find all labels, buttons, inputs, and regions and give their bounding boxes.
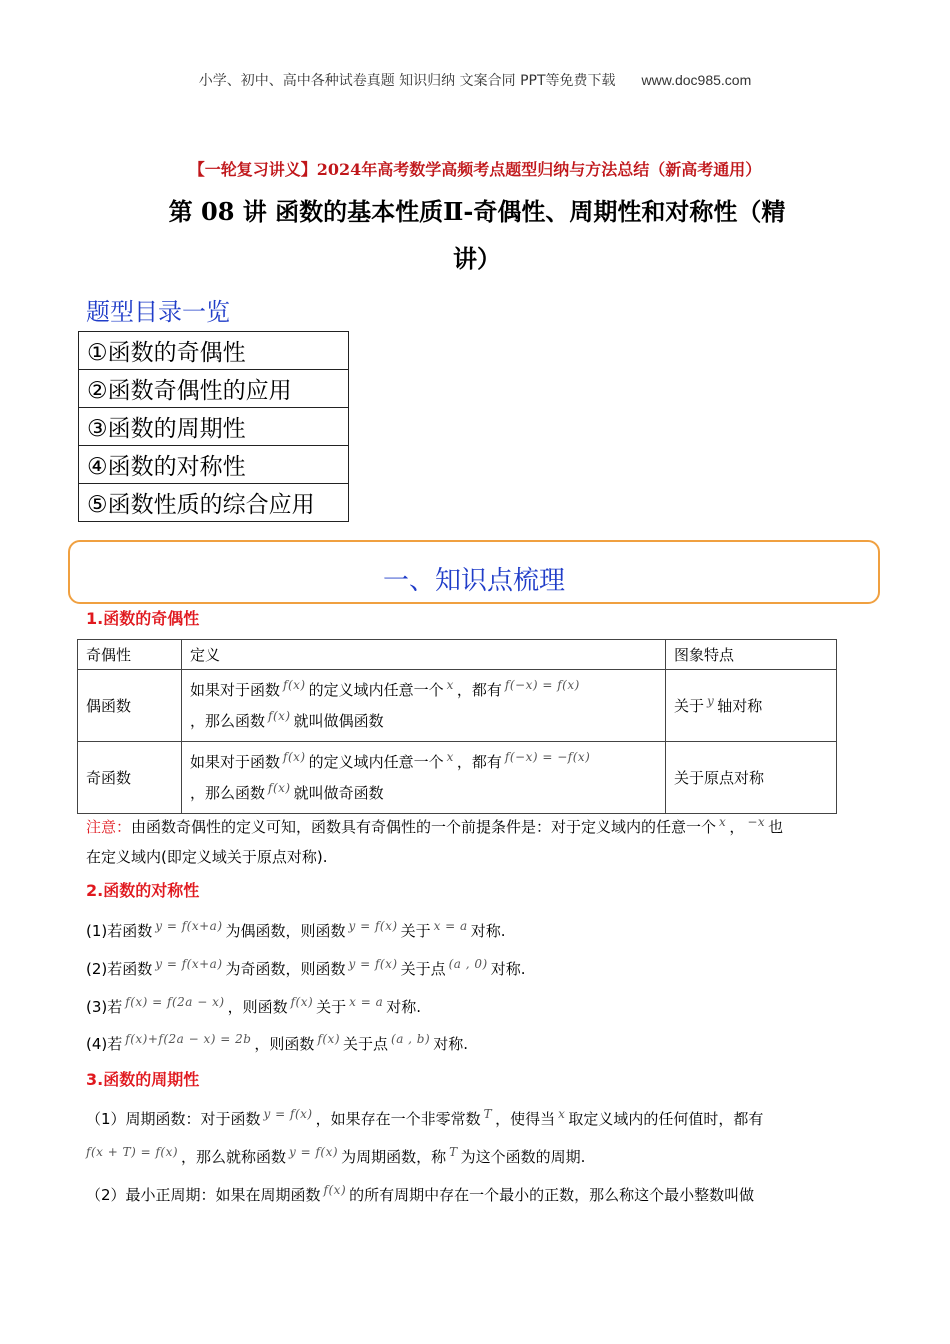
symmetry-rule: (1)若函数 $^{y = f(x+a)}$ 为偶函数，则函数 $^{y = f(x)}$ 关于 $^{x = a}$ 对称. [86,919,506,940]
table-header: 图象特点 [666,640,837,670]
math: f(x) [283,749,306,764]
definition-cell: 如果对于函数 $^{f(x)}$ 的定义域内任意一个 $^x$ ，都有 $^{f(-x) = -f(x)}$ ，那么函数 $^{f(x)}$ 就叫做奇函数 [182,742,666,814]
period-paragraph: （1）周期函数：对于函数 $^{y = f(x)}$ ，如果存在一个非零常数 $^T$ ，使得当 $^x$ 取定义域内的任何值时，都有 [86,1107,764,1128]
math: f(x) [268,708,291,723]
section-title-period: 3.函数的周期性 [86,1070,200,1089]
note-line-1: 注意：由函数奇偶性的定义可知，函数具有奇偶性的一个前提条件是：对于定义域内的任意一个 $^x$ ， $^{-x}$ 也 [86,815,784,836]
page-header [0,70,950,90]
toc-item: ⑤函数性质的综合应用 [79,484,349,522]
note-line-2: 在定义域内(即定义域关于原点对称). [86,848,328,866]
definition-cell: 如果对于函数 $^{f(x)}$ 的定义域内任意一个 $^x$ ，都有 $^{f(-x) = f(x)}$ ，那么函数 $^{f(x)}$ 就叫做偶函数 [182,670,666,742]
math: x [719,815,727,829]
symmetry-rule: (4)若 $^{f(x)+f(2a - x) = 2b}$ ，则函数 $^{f(x)}$ 关于点 $^{(a , b)}$ 对称. [86,1032,468,1053]
table-row [78,742,837,814]
title-line-2: 讲） [453,244,501,273]
math: x [446,749,454,764]
toc-item: ③函数的周期性 [79,408,349,446]
math: f(x) [268,780,291,795]
symmetry-rule: (2)若函数 $^{y = f(x+a)}$ 为奇函数，则函数 $^{y = f(x)}$ 关于点 $^{(a , 0)}$ 对称. [86,957,526,978]
title-line-1: 第 08 讲 函数的基本性质Ⅱ-奇偶性、周期性和对称性（精 [168,197,786,226]
table-header: 定义 [182,640,666,670]
feature-cell: 关于原点对称 [666,742,837,814]
symmetry-rule: (3)若 $^{f(x) = f(2a - x)}$ ，则函数 $^{f(x)}$ 关于 $^{x = a}$ 对称. [86,995,422,1016]
section-title-parity: 1.函数的奇偶性 [86,609,200,628]
table-header: 奇偶性 [78,640,182,670]
math: −x [747,815,766,829]
section-title-symmetry: 2.函数的对称性 [86,881,200,900]
toc-table [78,331,349,522]
parity-table [77,639,837,814]
period-paragraph-cont: $^{f(x + T) = f(x)}$ ，那么就称函数 $^{y = f(x)}$ 为周期函数，称 $^T$ 为这个函数的周期. [86,1145,586,1166]
row-label: 奇函数 [78,742,182,814]
toc-item: ④函数的对称性 [79,446,349,484]
math: f(−x) = −f(x) [504,749,591,764]
page-title [112,188,842,282]
document-subtitle: 【一轮复习讲义】2024年高考数学高频考点题型归纳与方法总结（新高考通用） [188,160,762,179]
toc-item: ②函数奇偶性的应用 [79,370,349,408]
header-text: 小学、初中、高中各种试卷真题 知识归纳 文案合同 PPT等免费下载 [198,73,616,89]
toc-heading: 题型目录一览 [86,298,230,326]
math: f(x) [283,677,306,692]
table-row [78,670,837,742]
math: x [446,677,454,692]
min-period-paragraph: （2）最小正周期：如果在周期函数 $^{f(x)}$ 的所有周期中存在一个最小的正数，那么称这个最小整数叫做 [86,1183,755,1204]
row-label: 偶函数 [78,670,182,742]
section-banner-title: 一、知识点梳理 [382,566,565,596]
note-label: 注意： [86,818,132,836]
math: f(−x) = f(x) [504,677,580,692]
header-url[interactable]: www.doc985.com [641,72,752,88]
math: y [707,694,715,708]
toc-item: ①函数的奇偶性 [79,332,349,370]
feature-cell: 关于 $^y$ 轴对称 [666,670,837,742]
